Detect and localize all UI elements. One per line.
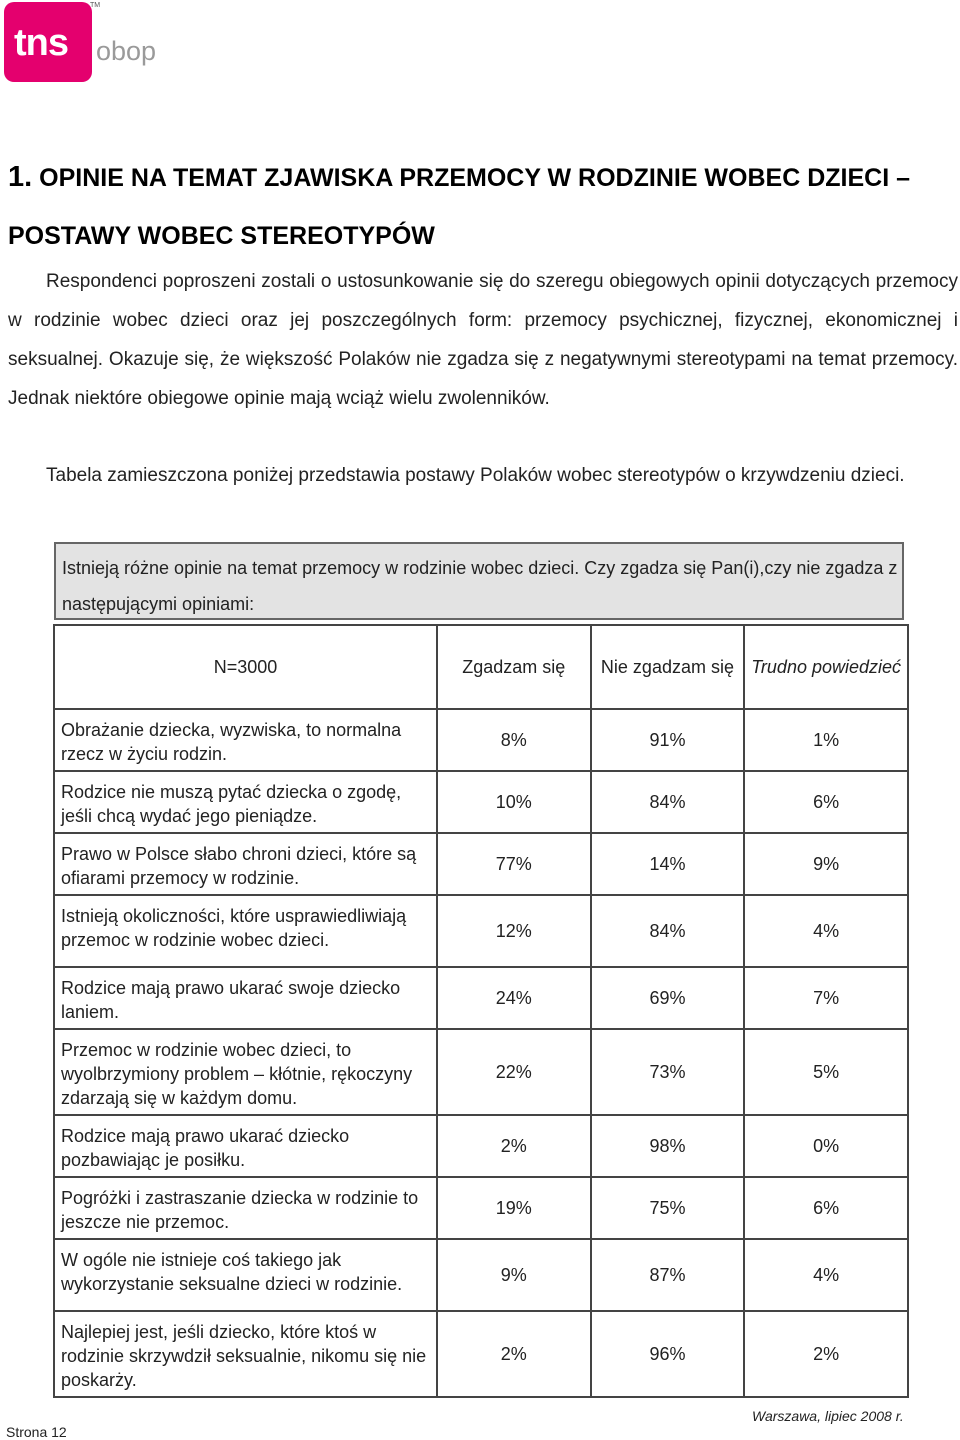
row-label-cell <box>54 1177 437 1239</box>
row-label: Prawo w Polsce słabo chroni dzieci, które są ofiarami przemocy w rodzinie. <box>61 844 417 888</box>
table-row <box>54 1029 908 1115</box>
value-agree: 2% <box>437 1311 591 1397</box>
table-row <box>54 895 908 967</box>
value-disagree: 69% <box>591 967 745 1029</box>
value-hard-to-say: 4% <box>744 895 908 967</box>
value-agree: 77% <box>437 833 591 895</box>
row-label: Najlepiej jest, jeśli dziecko, które ktoś w rodzinie skrzywdził seksualnie, nikomu się nie poskarży. <box>61 1322 427 1390</box>
header-hard-to-say: Trudno powiedzieć <box>744 625 908 709</box>
table-row <box>54 709 908 771</box>
place-date: Warszawa, lipiec 2008 r. <box>752 1408 904 1424</box>
value-hard-to-say: 0% <box>744 1115 908 1177</box>
value-hard-to-say: 4% <box>744 1239 908 1311</box>
value-agree: 24% <box>437 967 591 1029</box>
opinions-table <box>53 624 909 1398</box>
value-hard-to-say: 1% <box>744 709 908 771</box>
value-agree: 10% <box>437 771 591 833</box>
question-box: Istnieją różne opinie na temat przemocy w rodzinie wobec dzieci. Czy zgadza się Pan(i),czy nie zgadza z następującymi opiniami: <box>54 542 904 620</box>
row-label: Pogróżki i zastraszanie dziecka w rodzinie to jeszcze nie przemoc. <box>61 1188 419 1232</box>
row-label-cell <box>54 1239 437 1311</box>
section-title: OPINIE NA TEMAT ZJAWISKA PRZEMOCY W RODZINIE WOBEC DZIECI – POSTAWY WOBEC STEREOTYPÓW <box>8 164 911 250</box>
row-label: W ogóle nie istnieje coś takiego jak wykorzystanie seksualne dzieci w rodzinie. <box>61 1250 403 1294</box>
page-number: Strona 12 <box>6 1424 67 1440</box>
value-disagree: 14% <box>591 833 745 895</box>
value-hard-to-say: 9% <box>744 833 908 895</box>
value-disagree: 73% <box>591 1029 745 1115</box>
table-row <box>54 1311 908 1397</box>
value-disagree: 84% <box>591 895 745 967</box>
row-label-cell <box>54 771 437 833</box>
header-disagree: Nie zgadzam się <box>591 625 745 709</box>
row-label: Rodzice mają prawo ukarać dziecko pozbawiając je posiłku. <box>61 1126 350 1170</box>
value-agree: 12% <box>437 895 591 967</box>
logo-sub: obop <box>96 36 157 66</box>
table-row <box>54 1115 908 1177</box>
value-hard-to-say: 5% <box>744 1029 908 1115</box>
value-hard-to-say: 2% <box>744 1311 908 1397</box>
value-disagree: 84% <box>591 771 745 833</box>
row-label: Istnieją okoliczności, które usprawiedliwiają przemoc w rodzinie wobec dzieci. <box>61 906 407 950</box>
tns-obop-logo <box>4 2 157 84</box>
logo-brand: tns <box>14 22 68 64</box>
value-disagree: 98% <box>591 1115 745 1177</box>
table-row <box>54 1177 908 1239</box>
intro-paragraph: Respondenci poproszeni zostali o ustosunkowanie się do szeregu obiegowych opinii dotyczących przemocy w rodzinie wobec dzieci oraz jej poszczególnych form: przemocy psychicznej, fizycznej, ekonomicznej i seksualnej. Okazuje się, że większość Polaków nie zgadza się z negatywnymi stereotypami na temat przemocy. Jednak niektóre obiegowe opinie mają wciąż wielu zwolenników. <box>8 271 958 409</box>
row-label-cell <box>54 967 437 1029</box>
table-body <box>54 709 908 1397</box>
value-agree: 2% <box>437 1115 591 1177</box>
header-agree: Zgadzam się <box>437 625 591 709</box>
section-heading <box>8 148 948 265</box>
value-disagree: 96% <box>591 1311 745 1397</box>
table-row <box>54 833 908 895</box>
value-agree: 22% <box>437 1029 591 1115</box>
table-row <box>54 967 908 1029</box>
value-hard-to-say: 7% <box>744 967 908 1029</box>
value-disagree: 91% <box>591 709 745 771</box>
row-label-cell <box>54 833 437 895</box>
row-label: Obrażanie dziecka, wyzwiska, to normalna rzecz w życiu rodzin. <box>61 720 402 764</box>
row-label: Rodzice nie muszą pytać dziecka o zgodę, jeśli chcą wydać jego pieniądze. <box>61 782 402 826</box>
row-label-cell <box>54 709 437 771</box>
value-hard-to-say: 6% <box>744 771 908 833</box>
value-hard-to-say: 6% <box>744 1177 908 1239</box>
row-label-cell <box>54 895 437 967</box>
row-label-cell <box>54 1029 437 1115</box>
value-agree: 19% <box>437 1177 591 1239</box>
logo-trademark: TM <box>90 2 101 9</box>
section-number: 1. <box>8 161 33 193</box>
value-disagree: 87% <box>591 1239 745 1311</box>
row-label-cell <box>54 1311 437 1397</box>
value-agree: 8% <box>437 709 591 771</box>
value-disagree: 75% <box>591 1177 745 1239</box>
table-row <box>54 771 908 833</box>
row-label: Rodzice mają prawo ukarać swoje dziecko laniem. <box>61 978 401 1022</box>
table-intro-paragraph: Tabela zamieszczona poniżej przedstawia postawy Polaków wobec stereotypów o krzywdzeniu dzieci. <box>46 465 905 486</box>
header-sample: N=3000 <box>54 625 437 709</box>
row-label-cell <box>54 1115 437 1177</box>
row-label: Przemoc w rodzinie wobec dzieci, to wyolbrzymiony problem – kłótnie, rękoczyny zdarzają się w każdym domu. <box>61 1040 413 1108</box>
table-row <box>54 1239 908 1311</box>
value-agree: 9% <box>437 1239 591 1311</box>
